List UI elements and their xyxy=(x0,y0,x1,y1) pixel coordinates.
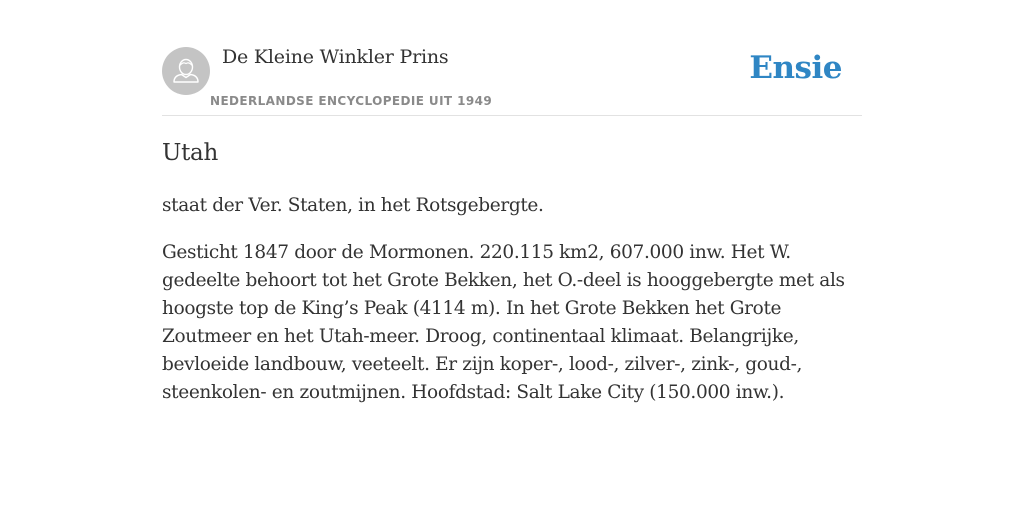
page-container xyxy=(162,0,862,403)
source-avatar[interactable] xyxy=(162,47,210,95)
article-paragraph: Gesticht 1847 door de Mormonen. 220.115 km2, 607.000 inw. Het W. gedeelte behoort tot het Grote Bekken, het O.-deel is hooggebergte met als hoogste top de King’s Peak (4114 m). In het Grote Bekken het Grote Zoutmeer en het Utah-meer. Droog, continentaal klimaat. Belangrijke, bevloeide landbouw, veeteelt. Er zijn koper-, lood-, zilver-, zink-, goud-, steenkolen- en zoutmijnen. Hoofdstad: Salt Lake City (150.000 inw.). xyxy=(162,242,845,403)
article-paragraph: staat der Ver. Staten, in het Rotsgebergte. xyxy=(162,195,544,216)
user-icon xyxy=(162,47,210,95)
source-header xyxy=(162,0,862,116)
brand-logo[interactable]: Ensie xyxy=(749,50,842,86)
source-subtitle: NEDERLANDSE ENCYCLOPEDIE UIT 1949 xyxy=(210,94,493,108)
article-title: Utah xyxy=(162,140,218,166)
source-title[interactable]: De Kleine Winkler Prins xyxy=(222,46,449,68)
